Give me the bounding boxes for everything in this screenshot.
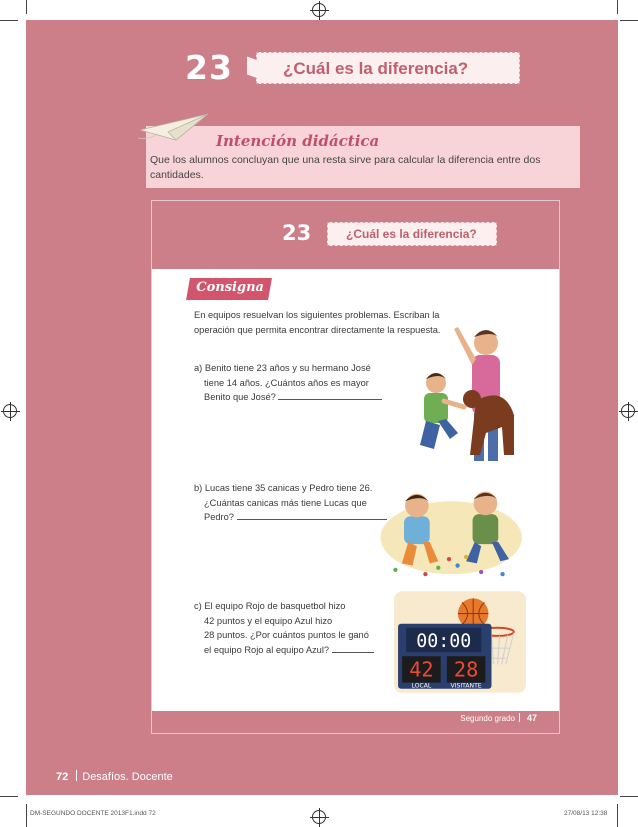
problem-c: c) El equipo Rojo de basquetbol hizo 42 puntos y el equipo Azul hizo 28 puntos. ¿Por cuántos puntos le ganó el equipo Rojo al equipo Azul? [194, 599, 424, 657]
answer-blank-c[interactable] [332, 643, 374, 653]
intencion-text: Que los alumnos concluyan que una resta sirve para calcular la diferencia entre dos cantidades. [150, 154, 541, 181]
student-lesson-number: 23 [282, 221, 312, 245]
print-slug: DM-SEGUNDO DOCENTE 2013F1.indd 72 [30, 810, 156, 817]
crop-mark [26, 804, 27, 827]
registration-mark-icon [312, 810, 326, 824]
intencion-heading: Intención didáctica [216, 132, 380, 150]
student-page [151, 200, 560, 734]
page-number: 72 [56, 771, 69, 783]
student-page-footer [460, 713, 537, 723]
print-timestamp: 27/08/13 12:38 [564, 810, 608, 817]
student-lesson-title: ¿Cuál es la diferencia? [346, 227, 477, 241]
instructions-text: En equipos resuelvan los siguientes problemas. Escriban la operación que permita encontrar directamente la respuesta. [194, 310, 441, 335]
crop-mark [0, 20, 18, 21]
registration-mark-icon [312, 3, 326, 17]
book-title: Desafíos. Docente [82, 771, 173, 783]
lesson-number: 23 [185, 48, 233, 87]
crop-mark [617, 804, 618, 827]
basketball-scoreboard-illustration [394, 591, 526, 693]
crop-mark [0, 796, 18, 797]
answer-blank-b[interactable] [237, 510, 387, 520]
scoreboard-time: 00:00 [416, 631, 472, 653]
scoreboard-away-label: VISITANTE [450, 682, 482, 690]
consigna-label: Consigna [196, 280, 264, 295]
family-dog-illustration [414, 315, 524, 465]
scoreboard-home: 42 [409, 657, 434, 682]
student-title-banner [327, 222, 497, 246]
crop-mark [620, 20, 638, 21]
kids-marbles-illustration [374, 473, 524, 581]
lesson-title-banner [256, 52, 520, 84]
registration-mark-icon [621, 404, 635, 418]
crop-mark [620, 796, 638, 797]
problem-b: b) Lucas tiene 35 canicas y Pedro tiene 26. ¿Cuántas canicas más tiene Lucas que Pedro? [194, 481, 424, 525]
student-page-number: 47 [526, 713, 537, 723]
grade-label: Segundo grado [460, 714, 515, 723]
answer-blank-a[interactable] [278, 390, 382, 400]
paper-plane-icon [138, 110, 210, 144]
scoreboard-home-label: LOCAL [411, 682, 432, 690]
registration-mark-icon [3, 404, 17, 418]
crop-mark [617, 0, 618, 14]
intencion-didactica-box [146, 126, 580, 188]
page-footer [56, 770, 173, 783]
scoreboard-away: 28 [453, 657, 479, 682]
problem-a: a) Benito tiene 23 años y su hermano José tiene 14 años. ¿Cuántos años es mayor Benito que José? [194, 361, 424, 405]
consigna-tag [186, 278, 272, 300]
crop-mark [26, 0, 27, 14]
lesson-title: ¿Cuál es la diferencia? [283, 59, 469, 78]
